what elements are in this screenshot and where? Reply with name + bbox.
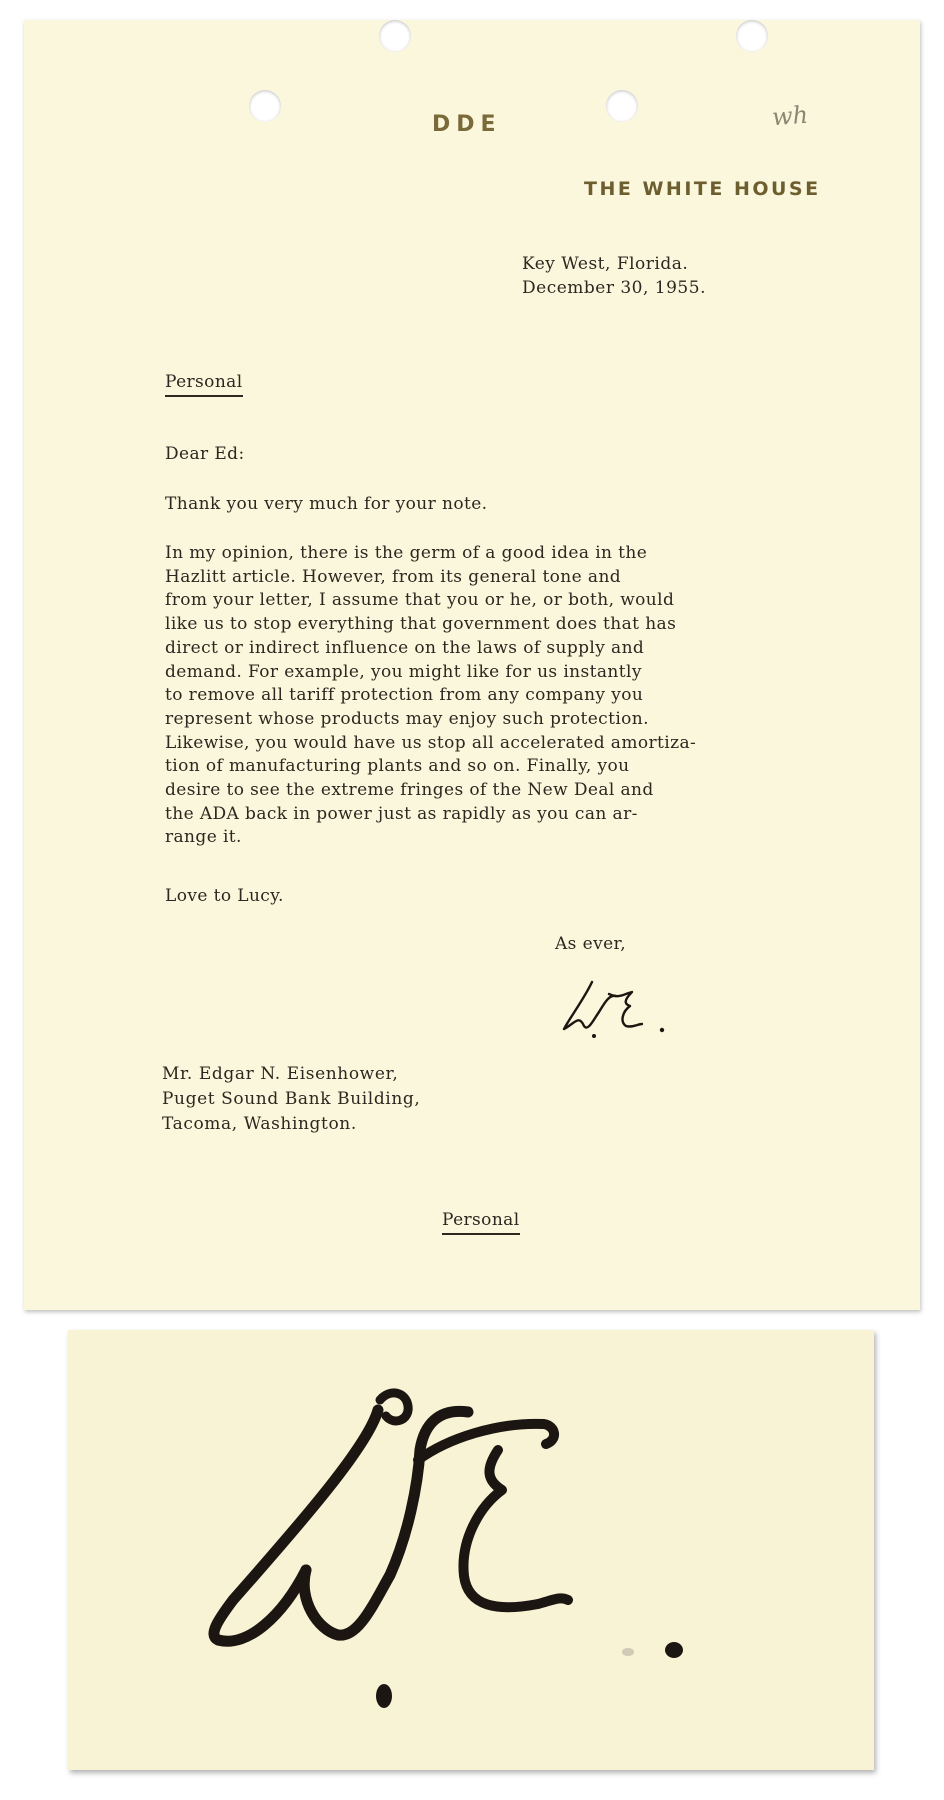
paragraph-line: range it. [165,827,242,848]
closing: As ever, [555,934,626,954]
paragraph-line: represent whose products may enjoy such protection. [165,708,649,729]
address-line: Puget Sound Bank Building, [162,1089,421,1109]
paragraph-line: Hazlitt article. However, from its general tone and [165,566,622,587]
classification-bottom-label: Personal [442,1210,520,1235]
paragraph-love: Love to Lucy. [165,886,284,906]
dateline-place: Key West, Florida. [522,254,689,274]
paragraph-line: to remove all tariff protection from any company you [165,685,644,706]
address-line: Tacoma, Washington. [162,1114,357,1134]
address-line: Mr. Edgar N. Eisenhower, [162,1064,399,1084]
paragraph-line: the ADA back in power just as rapidly as you can ar- [165,803,638,824]
letterhead-monogram: DDE [432,112,502,137]
signature-closeup [68,1330,874,1770]
signature-small [554,964,674,1054]
paragraph-line: desire to see the extreme fringes of the New Deal and [165,780,654,801]
paragraph-main [165,542,865,850]
punch-hole [736,20,768,52]
signature-large [68,1330,874,1770]
letter-page [24,20,920,1310]
paragraph-line: tion of manufacturing plants and so on. Finally, you [165,756,630,777]
punch-hole [379,20,411,52]
paragraph-thanks: Thank you very much for your note. [165,494,488,514]
paragraph-line: demand. For example, you might like for us instantly [165,661,642,682]
paragraph-line: from your letter, I assume that you or he, or both, would [165,590,675,611]
paragraph-line: Likewise, you would have us stop all accelerated amortiza- [165,732,697,753]
punch-hole [249,90,281,122]
dateline-date: December 30, 1955. [522,278,706,298]
salutation: Dear Ed: [165,444,245,464]
classification-bottom [442,1210,520,1230]
paragraph-line: In my opinion, there is the germ of a good idea in the [165,543,648,563]
punch-hole [606,90,638,122]
recipient-address [162,1062,420,1137]
paragraph-line: direct or indirect influence on the laws of supply and [165,637,645,658]
handwritten-initials: wh [771,100,809,132]
paragraph-line: like us to stop everything that government does that has [165,614,677,635]
dateline [522,252,706,300]
letterhead-office: THE WHITE HOUSE [584,178,821,200]
classification-top-label: Personal [165,372,243,397]
classification-top [165,372,243,392]
